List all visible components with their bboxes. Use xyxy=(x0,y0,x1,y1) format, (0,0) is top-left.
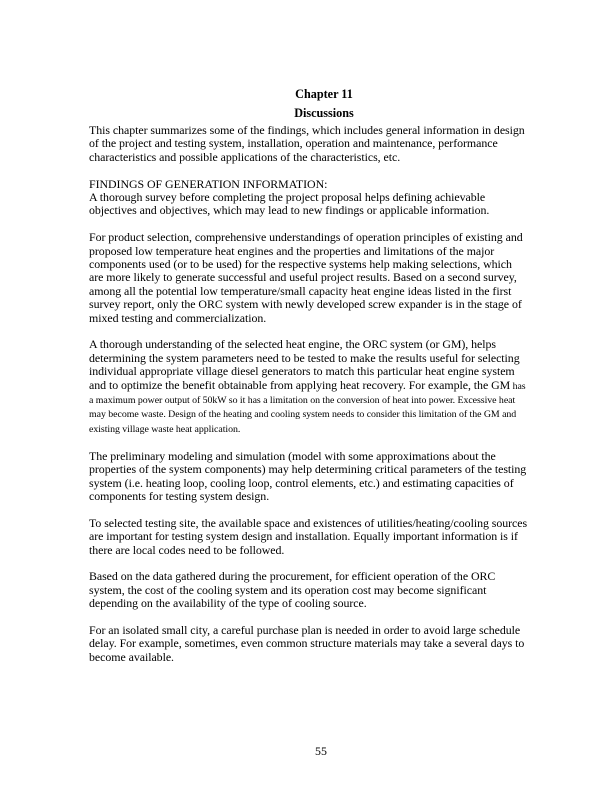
section-heading: FINDINGS OF GENERATION INFORMATION: xyxy=(89,176,328,191)
paragraph-product-selection: For product selection, comprehensive understandings of operation principles of existing and proposed low temperature heat engines and the properties and limitations of the major components used (or to be used) for the respective systems help making selections, which are more likely to generate successful and useful project results. Based on a second survey, among all the potential low temperature/small capacity heat engine ideas listed in the first survey report, only the ORC system with newly developed screw expander is in the stage of mixed testing and commercialization. xyxy=(89,230,523,325)
intro-paragraph: This chapter summarizes some of the findings, which includes general information in design of the project and testing system, installation, operation and maintenance, performance characteristics and possible applications of the characteristics, etc. xyxy=(89,123,525,164)
page-number: 55 xyxy=(315,744,327,758)
chapter-heading: Chapter 11 xyxy=(295,87,353,101)
paragraph-purchase-plan: For an isolated small city, a careful purchase plan is needed in order to avoid large schedule delay. For example, sometimes, even common structure materials may take a several days to become available. xyxy=(89,622,525,664)
paragraph-heat-engine-main: A thorough understanding of the selected heat engine, the ORC system (or GM), helps determining the system parameters need to be tested to make the results useful for selecting individual appropriate village diesel generators to match this particular heat engine system and to optimize the benefit obtainable from applying heat recovery. For example, the GM xyxy=(89,337,520,392)
paragraph-testing-site: To selected testing site, the available space and existences of utilities/heating/cooling sources are important for testing system design and installation. Equally important information is if there are local codes need to be followed. xyxy=(89,515,528,557)
paragraph-heat-engine xyxy=(89,338,529,436)
paragraph-survey: A thorough survey before completing the project proposal helps defining achievable objectives and objectives, which may lead to new findings or applicable information. xyxy=(89,190,490,218)
paragraph-modeling: The preliminary modeling and simulation (model with some approximations about the properties of the system components) may help determining critical parameters of the testing system (i.e. heating loop, cooling loop, control elements, etc.) and estimating capacities of components for testing system design. xyxy=(89,448,527,503)
paragraph-heat-engine-small: has a maximum power output of 50kW so it has a limitation on the conversion of heat into power. Excessive heat may become waste. Design of the heating and cooling system needs to consider this limitation of the GM and existing village waste heat application. xyxy=(89,380,526,435)
paragraph-procurement: Based on the data gathered during the procurement, for efficient operation of the ORC system, the cost of the cooling system and its operation cost may become significant depending on the availability of the type of cooling source. xyxy=(89,569,496,611)
page-content xyxy=(89,87,529,678)
chapter-title: Discussions xyxy=(294,106,354,120)
